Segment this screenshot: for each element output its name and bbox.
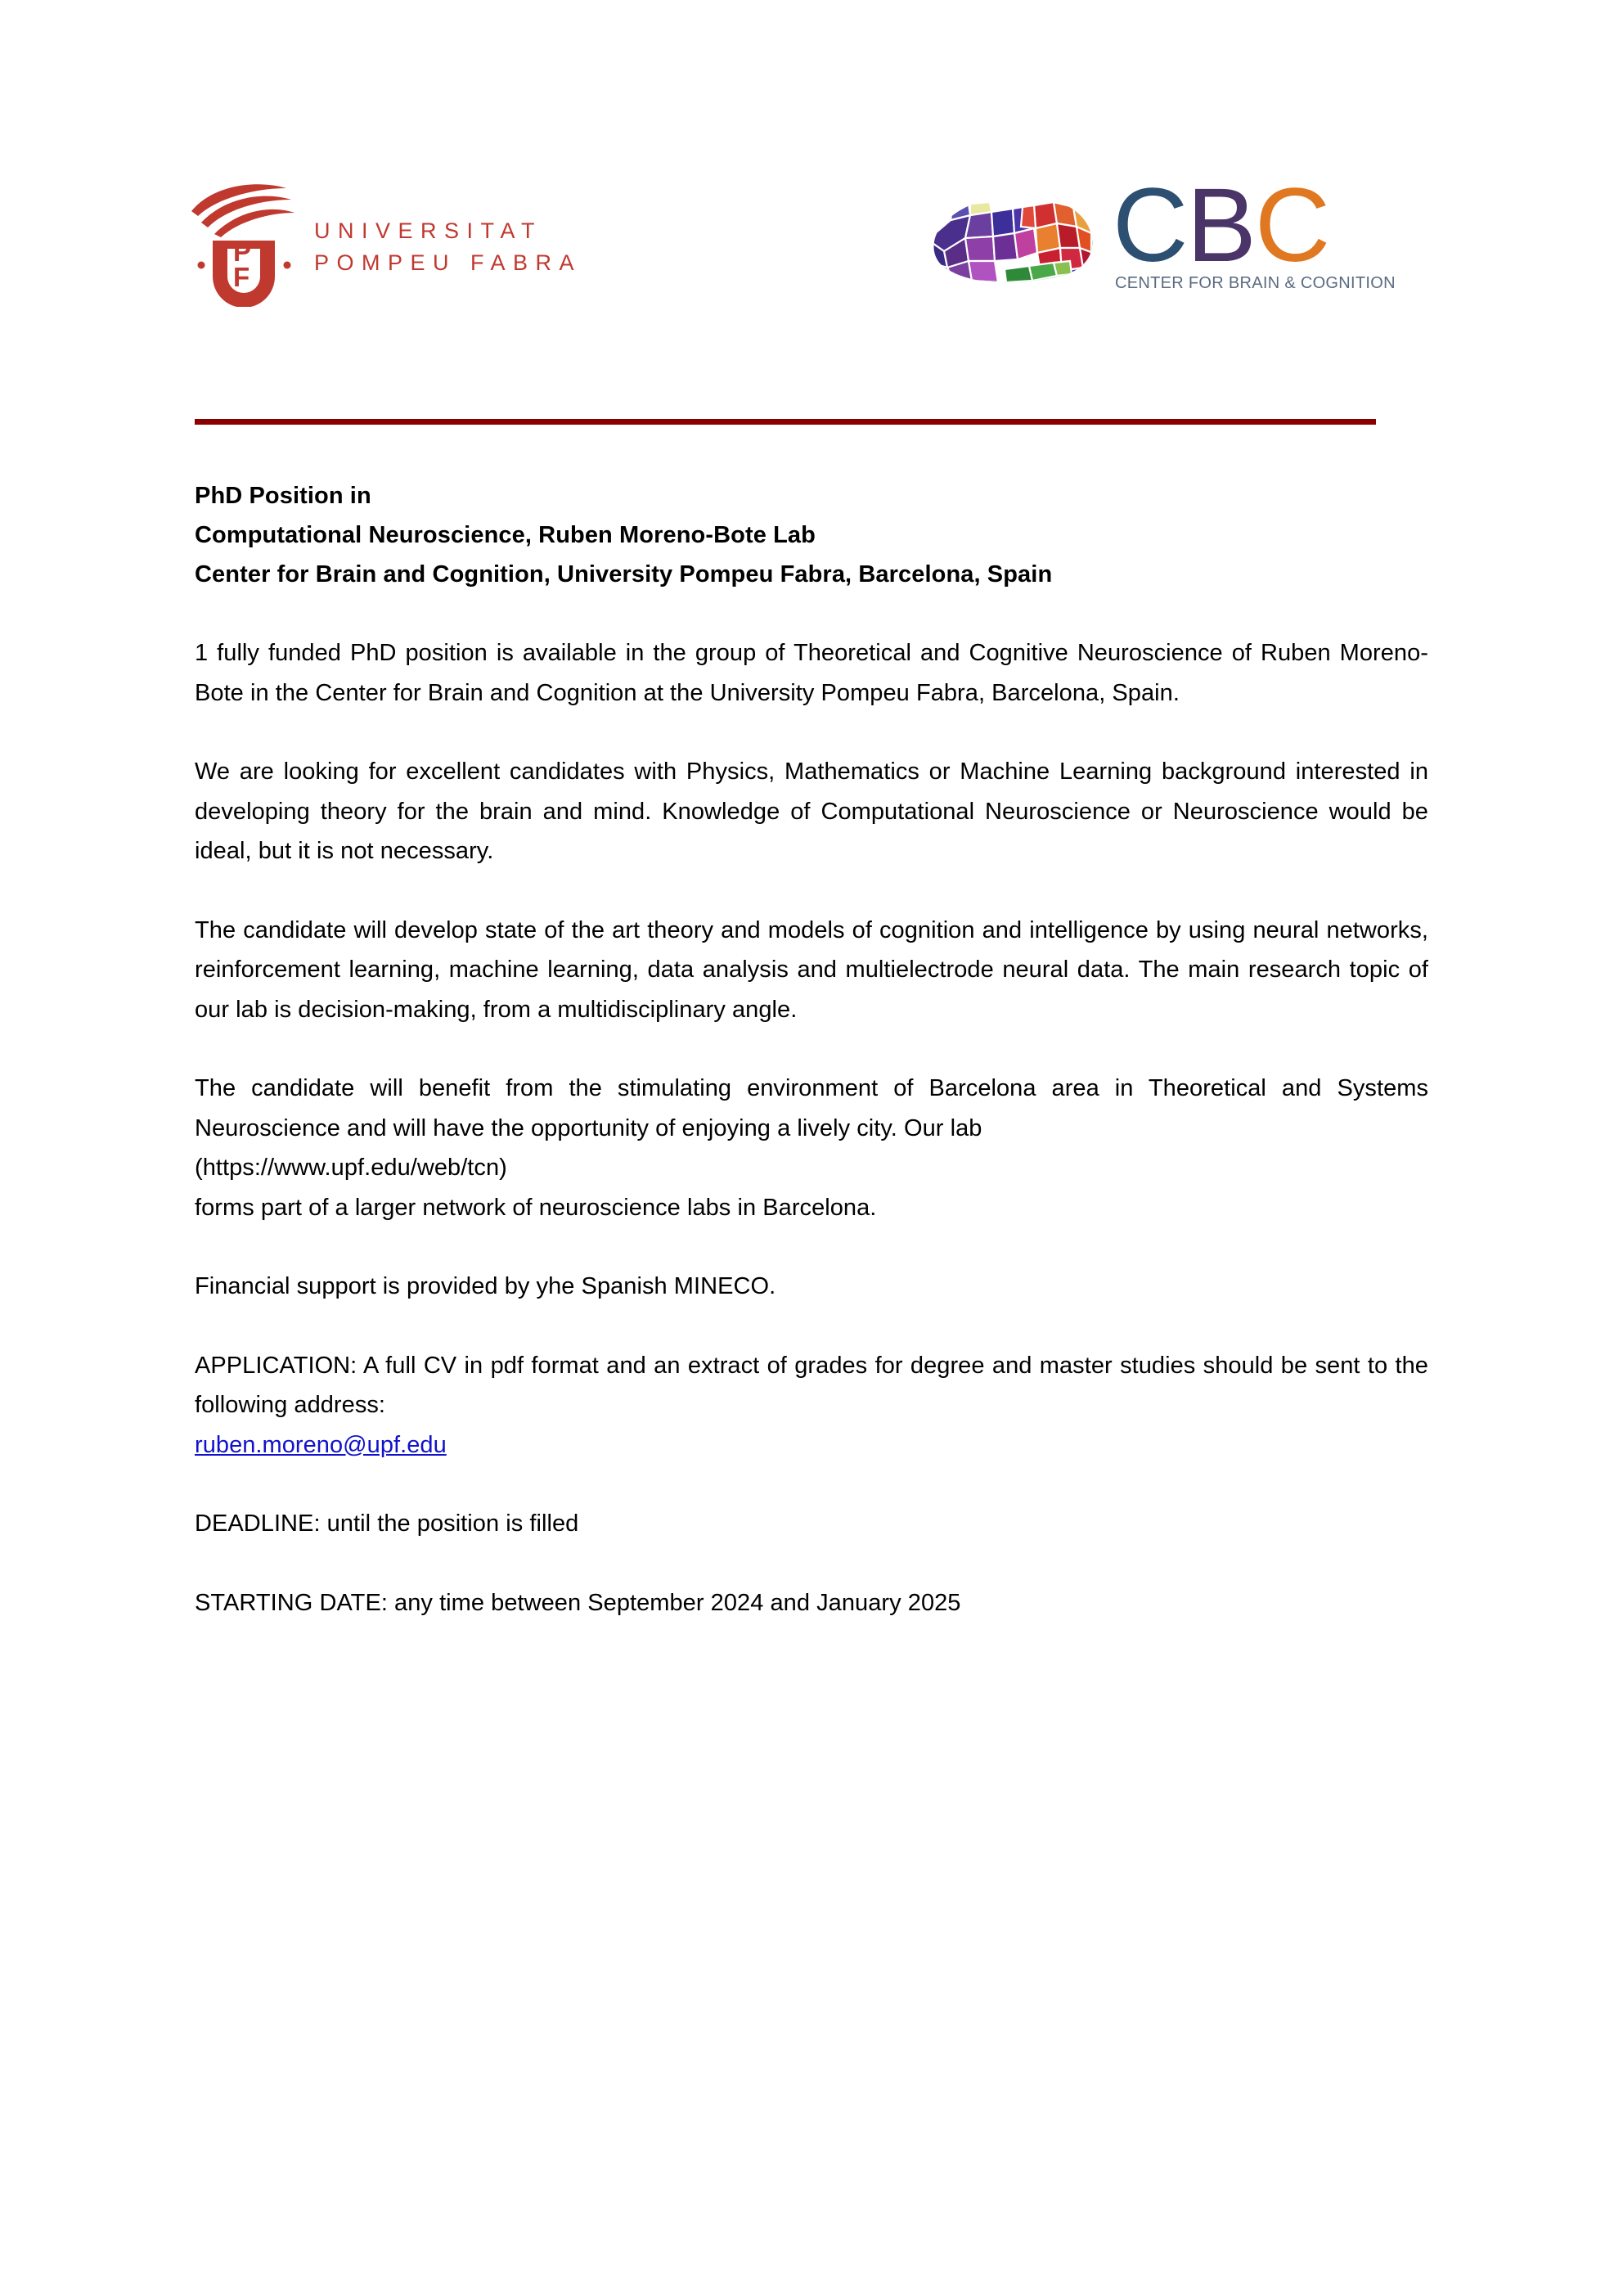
- contact-email-link[interactable]: ruben.moreno@upf.edu: [195, 1431, 447, 1458]
- paragraph-research-topics: The candidate will develop state of the art theory and models of cognition and intelligence by using neural networks, reinforcement learning, machine learning, data analysis and multielectrode neural data. The main research topic of our lab is decision-making, from a multidisciplinary angle.: [195, 916, 1428, 1023]
- paragraph-starting-date: STARTING DATE: any time between September 2024 and January 2025: [195, 1589, 961, 1616]
- paragraph-intro: 1 fully funded PhD position is available in the group of Theoretical and Cognitive Neuroscience of Ruben Moreno-Bote in the Center for Brain and Cognition at the University Pompeu Fabra, Barcelona, Spain.: [195, 640, 1428, 706]
- upf-wordmark-line-1: UNIVERSITAT: [314, 218, 543, 243]
- paragraph-application: [195, 1346, 1428, 1465]
- cbc-logo: [923, 167, 1396, 313]
- cbc-letters: [1113, 167, 1329, 284]
- paragraph-environment-part1: The candidate will benefit from the stimulating environment of Barcelona area in Theoretical and Systems Neuroscience and will have the opportunity of enjoying a lively city. Our lab: [195, 1075, 1428, 1141]
- title-line-3: Center for Brain and Cognition, University Pompeu Fabra, Barcelona, Spain: [195, 561, 1053, 588]
- title-line-2: Computational Neuroscience, Ruben Moreno-Bote Lab: [195, 522, 816, 548]
- svg-text:P: P: [233, 236, 252, 267]
- header-divider: [195, 419, 1376, 425]
- title-line-1: PhD Position in: [195, 483, 371, 509]
- paragraph-environment: [195, 1069, 1428, 1227]
- svg-text:F: F: [233, 262, 250, 292]
- upf-monogram-icon: [190, 180, 300, 307]
- paragraph-deadline: DEADLINE: until the position is filled: [195, 1510, 579, 1537]
- lab-url-line: (https://www.upf.edu/web/tcn): [195, 1155, 507, 1181]
- application-instructions: APPLICATION: A full CV in pdf format and an extract of grades for degree and master studies should be sent to the following address:: [195, 1352, 1428, 1418]
- upf-wordmark: [314, 215, 617, 279]
- cbc-letter-c2: C: [1254, 167, 1329, 284]
- paragraph-environment-part2: forms part of a larger network of neuroscience labs in Barcelona.: [195, 1194, 877, 1221]
- cbc-letter-b: B: [1186, 167, 1255, 284]
- mosaic-brain-icon: [923, 191, 1103, 305]
- document-header: [0, 160, 1623, 348]
- upf-wordmark-line-2: POMPEU FABRA: [314, 250, 582, 275]
- cbc-tagline: CENTER FOR BRAIN & COGNITION: [1115, 274, 1396, 292]
- application-email-wrapper: [195, 1425, 1428, 1465]
- upf-logo: [190, 180, 615, 311]
- cbc-wordmark: [1113, 167, 1396, 308]
- paragraph-funding: Financial support is provided by yhe Spanish MINECO.: [195, 1273, 776, 1299]
- cbc-letter-c1: C: [1113, 167, 1187, 284]
- document-body: [195, 476, 1428, 1646]
- paragraph-candidate-profile: We are looking for excellent candidates with Physics, Mathematics or Machine Learning background interested in developing theory for the brain and mind. Knowledge of Computational Neuroscience or Neuroscience would be ideal, but it is not necessary.: [195, 759, 1428, 864]
- page-title: [195, 476, 1428, 594]
